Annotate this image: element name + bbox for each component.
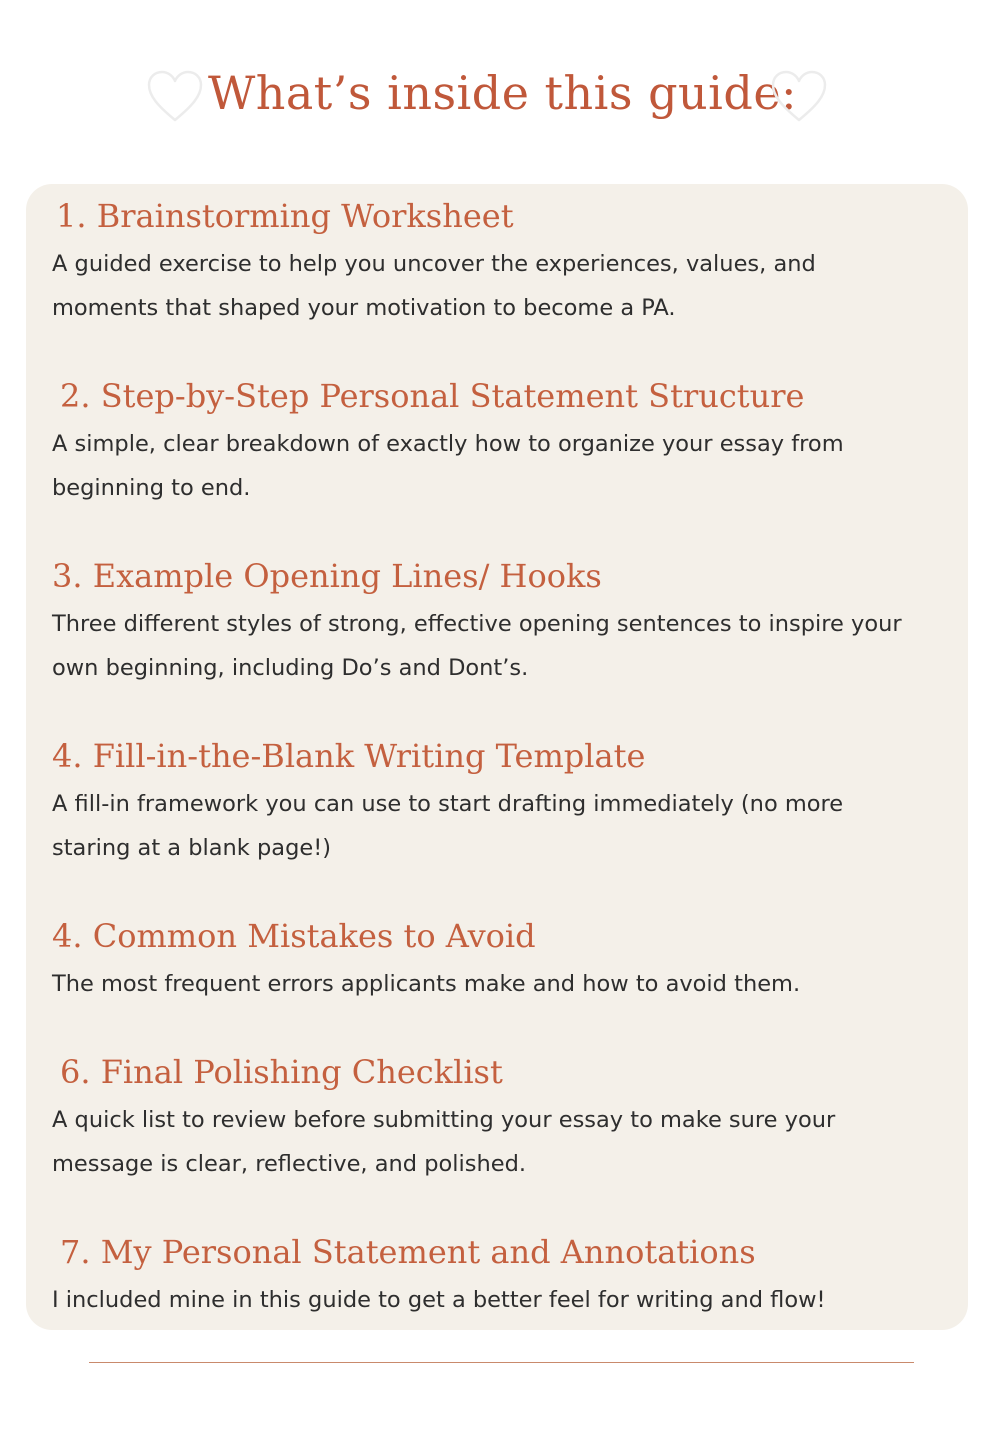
section-personal-statement: [26, 1232, 968, 1322]
section-title: 2. Step-by-Step Personal Statement Structure: [60, 377, 805, 415]
section-title: 4. Common Mistakes to Avoid: [52, 917, 536, 955]
heart-outline-icon: [770, 68, 828, 126]
section-description: A simple, clear breakdown of exactly how to organize your essay from beginning to end.: [52, 431, 844, 501]
section-title: 1. Brainstorming Worksheet: [56, 197, 514, 235]
section-description: A guided exercise to help you uncover the experiences, values, and moments that shaped your motivation to become a PA.: [52, 251, 816, 321]
section-statement-structure: [26, 376, 968, 510]
section-description: I included mine in this guide to get a better feel for writing and flow!: [52, 1287, 826, 1313]
section-writing-template: [26, 736, 968, 870]
section-title: 3. Example Opening Lines/ Hooks: [52, 557, 602, 595]
section-polishing-checklist: [26, 1052, 968, 1186]
bottom-divider: [89, 1362, 914, 1363]
section-title: 6. Final Polishing Checklist: [60, 1053, 503, 1091]
section-description: A quick list to review before submitting your essay to make sure your message is clear, reflective, and polished.: [52, 1107, 836, 1177]
page-header: [0, 62, 1005, 142]
section-opening-lines: [26, 556, 968, 690]
page-title: What’s inside this guide:: [207, 66, 798, 120]
section-brainstorming-worksheet: [26, 196, 968, 330]
section-common-mistakes: [26, 916, 968, 1006]
section-description: The most frequent errors applicants make and how to avoid them.: [52, 971, 801, 997]
section-title: 7. My Personal Statement and Annotations: [60, 1233, 756, 1271]
section-title: 4. Fill-in-the-Blank Writing Template: [52, 737, 646, 775]
section-description: A fill-in framework you can use to start drafting immediately (no more staring at a blank page!): [52, 791, 844, 861]
contents-card: [26, 184, 968, 1330]
section-description: Three different styles of strong, effective opening sentences to inspire your own beginning, including Do’s and Dont’s.: [52, 611, 902, 681]
